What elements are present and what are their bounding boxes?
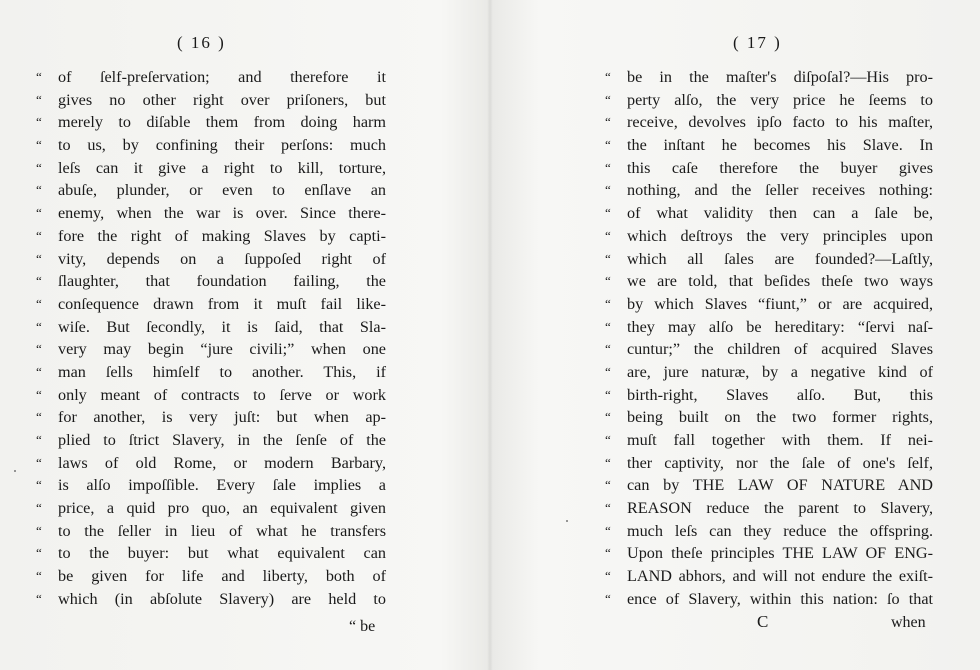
line-text: fore the right of making Slaves by capti- bbox=[58, 226, 386, 245]
quote-mark: “ bbox=[605, 227, 611, 243]
line-text: LAND abhors, and will not endure the exiſt- bbox=[627, 567, 933, 586]
text-line bbox=[36, 338, 396, 361]
line-text: ence of Slavery, within this nation: ſo that bbox=[627, 589, 933, 608]
quote-mark: “ bbox=[36, 477, 42, 493]
page-number-right: ( 17 ) bbox=[733, 33, 782, 52]
line-text: REASON reduce the parent to Slavery, bbox=[627, 499, 933, 518]
text-line bbox=[605, 520, 945, 543]
text-line bbox=[36, 520, 396, 543]
quote-mark: “ bbox=[36, 114, 42, 130]
line-text: for another, is very juſt: but when ap- bbox=[58, 408, 386, 427]
line-text: wiſe. But ſecondly, it is ſaid, that Sla- bbox=[58, 317, 386, 336]
line-text: be in the maſter's diſpoſal?—His pro- bbox=[627, 68, 933, 86]
catchword-right: when bbox=[891, 614, 926, 631]
text-line bbox=[36, 66, 396, 89]
quote-mark: “ bbox=[36, 318, 42, 334]
quote-mark: “ bbox=[605, 500, 611, 516]
text-line bbox=[605, 406, 945, 429]
text-line bbox=[36, 406, 396, 429]
text-line bbox=[605, 588, 945, 611]
text-line bbox=[605, 452, 945, 475]
line-text: to the ſeller in lieu of what he transfers bbox=[58, 521, 386, 540]
quote-mark: “ bbox=[605, 363, 611, 379]
text-line bbox=[36, 270, 396, 293]
quote-mark: “ bbox=[605, 250, 611, 266]
left-text-block bbox=[36, 66, 396, 611]
text-line bbox=[605, 66, 945, 89]
quote-mark: “ bbox=[605, 114, 611, 130]
text-line bbox=[36, 497, 396, 520]
line-text: can by THE LAW OF NATURE AND bbox=[627, 476, 933, 495]
text-line bbox=[605, 565, 945, 588]
catchword-left: “ be bbox=[349, 618, 376, 635]
text-line bbox=[36, 134, 396, 157]
quote-mark: “ bbox=[36, 273, 42, 289]
quote-mark: “ bbox=[36, 409, 42, 425]
line-text: cuntur;” the children of acquired Slaves bbox=[627, 340, 933, 359]
line-text: ther captivity, nor the ſale of one's ſelf, bbox=[627, 453, 933, 472]
text-line bbox=[605, 429, 945, 452]
line-text: which deſtroys the very principles upon bbox=[627, 226, 933, 245]
quote-mark: “ bbox=[36, 205, 42, 221]
line-text: vity, depends on a ſuppoſed right of bbox=[58, 249, 386, 268]
quote-mark: “ bbox=[36, 568, 42, 584]
line-text: this caſe therefore the buyer gives bbox=[627, 158, 933, 177]
quote-mark: “ bbox=[36, 590, 42, 606]
text-line bbox=[36, 157, 396, 180]
line-text: man ſells himſelf to another. This, if bbox=[58, 362, 386, 381]
text-line bbox=[605, 316, 945, 339]
line-text: by which Slaves “fiunt,” or are acquired, bbox=[627, 294, 933, 313]
text-line bbox=[605, 542, 945, 565]
quote-mark: “ bbox=[605, 409, 611, 425]
line-text: conſequence drawn from it muſt fail like- bbox=[58, 294, 386, 313]
line-text: ſlaughter, that foundation failing, the bbox=[58, 272, 386, 291]
line-text: abuſe, plunder, or even to enſlave an bbox=[58, 181, 386, 200]
text-line bbox=[605, 384, 945, 407]
page-number-left: ( 16 ) bbox=[177, 33, 226, 52]
line-text: receive, devolves ipſo facto to his maſter, bbox=[627, 113, 933, 132]
quote-mark: “ bbox=[36, 500, 42, 516]
line-text: much leſs can they reduce the offspring. bbox=[627, 521, 933, 540]
quote-mark: “ bbox=[36, 91, 42, 107]
quote-mark: “ bbox=[605, 318, 611, 334]
text-line bbox=[605, 157, 945, 180]
quote-mark: “ bbox=[36, 522, 42, 538]
text-line bbox=[36, 293, 396, 316]
text-line bbox=[605, 202, 945, 225]
line-text: gives no other right over priſoners, but bbox=[58, 90, 386, 109]
text-line bbox=[36, 452, 396, 475]
line-text: to us, by confining their perſons: much bbox=[58, 136, 386, 155]
text-line bbox=[605, 474, 945, 497]
left-page bbox=[0, 0, 480, 670]
text-line bbox=[36, 474, 396, 497]
quote-mark: “ bbox=[605, 568, 611, 584]
line-text: which all ſales are founded?—Laſtly, bbox=[627, 249, 933, 268]
quote-mark: “ bbox=[36, 545, 42, 561]
quote-mark: “ bbox=[605, 295, 611, 311]
text-line bbox=[605, 270, 945, 293]
text-line bbox=[36, 225, 396, 248]
text-line bbox=[36, 588, 396, 611]
line-text: being built on the two former rights, bbox=[627, 408, 933, 427]
text-line bbox=[36, 429, 396, 452]
quote-mark: “ bbox=[605, 137, 611, 153]
text-line bbox=[36, 361, 396, 384]
line-text: to the buyer: but what equivalent can bbox=[58, 544, 386, 563]
text-line bbox=[605, 338, 945, 361]
line-text: are, jure naturæ, by a negative kind of bbox=[627, 362, 933, 381]
text-line bbox=[605, 89, 945, 112]
book-gutter bbox=[487, 0, 493, 670]
text-line bbox=[36, 565, 396, 588]
right-text-block bbox=[605, 66, 945, 611]
quote-mark: “ bbox=[36, 227, 42, 243]
quote-mark: “ bbox=[36, 341, 42, 357]
text-line bbox=[36, 89, 396, 112]
line-text: nothing, and the ſeller receives nothing: bbox=[627, 181, 933, 200]
line-text: price, a quid pro quo, an equivalent given bbox=[58, 499, 386, 518]
line-text: be given for life and liberty, both of bbox=[58, 567, 386, 586]
text-line bbox=[605, 179, 945, 202]
paper-speck bbox=[14, 470, 16, 472]
line-text: of what validity then can a ſale be, bbox=[627, 204, 933, 223]
text-line bbox=[36, 316, 396, 339]
line-text: birth-right, Slaves alſo. But, this bbox=[627, 385, 933, 404]
quote-mark: “ bbox=[605, 432, 611, 447]
quote-mark: “ bbox=[605, 454, 611, 470]
right-page bbox=[495, 0, 980, 670]
quote-mark: “ bbox=[605, 91, 611, 107]
line-text: they may alſo be hereditary: “ſervi naſ- bbox=[627, 317, 933, 336]
line-text: laws of old Rome, or modern Barbary, bbox=[58, 453, 386, 472]
line-text: only meant of contracts to ſerve or work bbox=[58, 385, 386, 404]
text-line bbox=[605, 111, 945, 134]
text-line bbox=[36, 179, 396, 202]
quote-mark: “ bbox=[605, 386, 611, 402]
quote-mark: “ bbox=[36, 250, 42, 266]
line-text: the inſtant he becomes his Slave. In bbox=[627, 136, 933, 155]
text-line bbox=[605, 497, 945, 520]
quote-mark: “ bbox=[36, 454, 42, 470]
text-line bbox=[605, 225, 945, 248]
line-text: perty alſo, the very price he ſeems to bbox=[627, 90, 933, 109]
quote-mark: “ bbox=[36, 295, 42, 311]
quote-mark: “ bbox=[605, 477, 611, 493]
paper-speck bbox=[566, 520, 568, 522]
text-line bbox=[36, 202, 396, 225]
line-text: leſs can it give a right to kill, torture, bbox=[58, 158, 386, 177]
quote-mark: “ bbox=[36, 182, 42, 198]
line-text: very may begin “jure civili;” when one bbox=[58, 340, 386, 359]
text-line bbox=[605, 361, 945, 384]
line-text: which (in abſolute Slavery) are held to bbox=[58, 589, 386, 608]
line-text: Upon theſe principles THE LAW OF ENG- bbox=[627, 544, 933, 563]
line-text: plied to ſtrict Slavery, in the ſenſe of the bbox=[58, 431, 386, 449]
quote-mark: “ bbox=[36, 69, 42, 84]
line-text: we are told, that beſides theſe two ways bbox=[627, 272, 933, 291]
quote-mark: “ bbox=[605, 205, 611, 221]
text-line bbox=[605, 293, 945, 316]
quote-mark: “ bbox=[605, 545, 611, 561]
quote-mark: “ bbox=[605, 273, 611, 289]
quote-mark: “ bbox=[36, 432, 42, 447]
line-text: is alſo impoſſible. Every ſale implies a bbox=[58, 476, 386, 495]
quote-mark: “ bbox=[36, 159, 42, 175]
line-text: enemy, when the war is over. Since there- bbox=[58, 204, 386, 223]
text-line bbox=[36, 111, 396, 134]
quote-mark: “ bbox=[605, 182, 611, 198]
quote-mark: “ bbox=[605, 69, 611, 84]
quote-mark: “ bbox=[36, 363, 42, 379]
text-line bbox=[36, 384, 396, 407]
signature-mark: C bbox=[757, 612, 769, 631]
quote-mark: “ bbox=[605, 522, 611, 538]
quote-mark: “ bbox=[605, 590, 611, 606]
line-text: merely to diſable them from doing harm bbox=[58, 113, 386, 132]
quote-mark: “ bbox=[36, 386, 42, 402]
quote-mark: “ bbox=[605, 341, 611, 357]
quote-mark: “ bbox=[36, 137, 42, 153]
text-line bbox=[36, 248, 396, 271]
text-line bbox=[605, 248, 945, 271]
text-line bbox=[605, 134, 945, 157]
quote-mark: “ bbox=[605, 159, 611, 175]
line-text: muſt fall together with them. If nei- bbox=[627, 431, 933, 449]
text-line bbox=[36, 542, 396, 565]
line-text: of ſelf-preſervation; and therefore it bbox=[58, 68, 386, 86]
